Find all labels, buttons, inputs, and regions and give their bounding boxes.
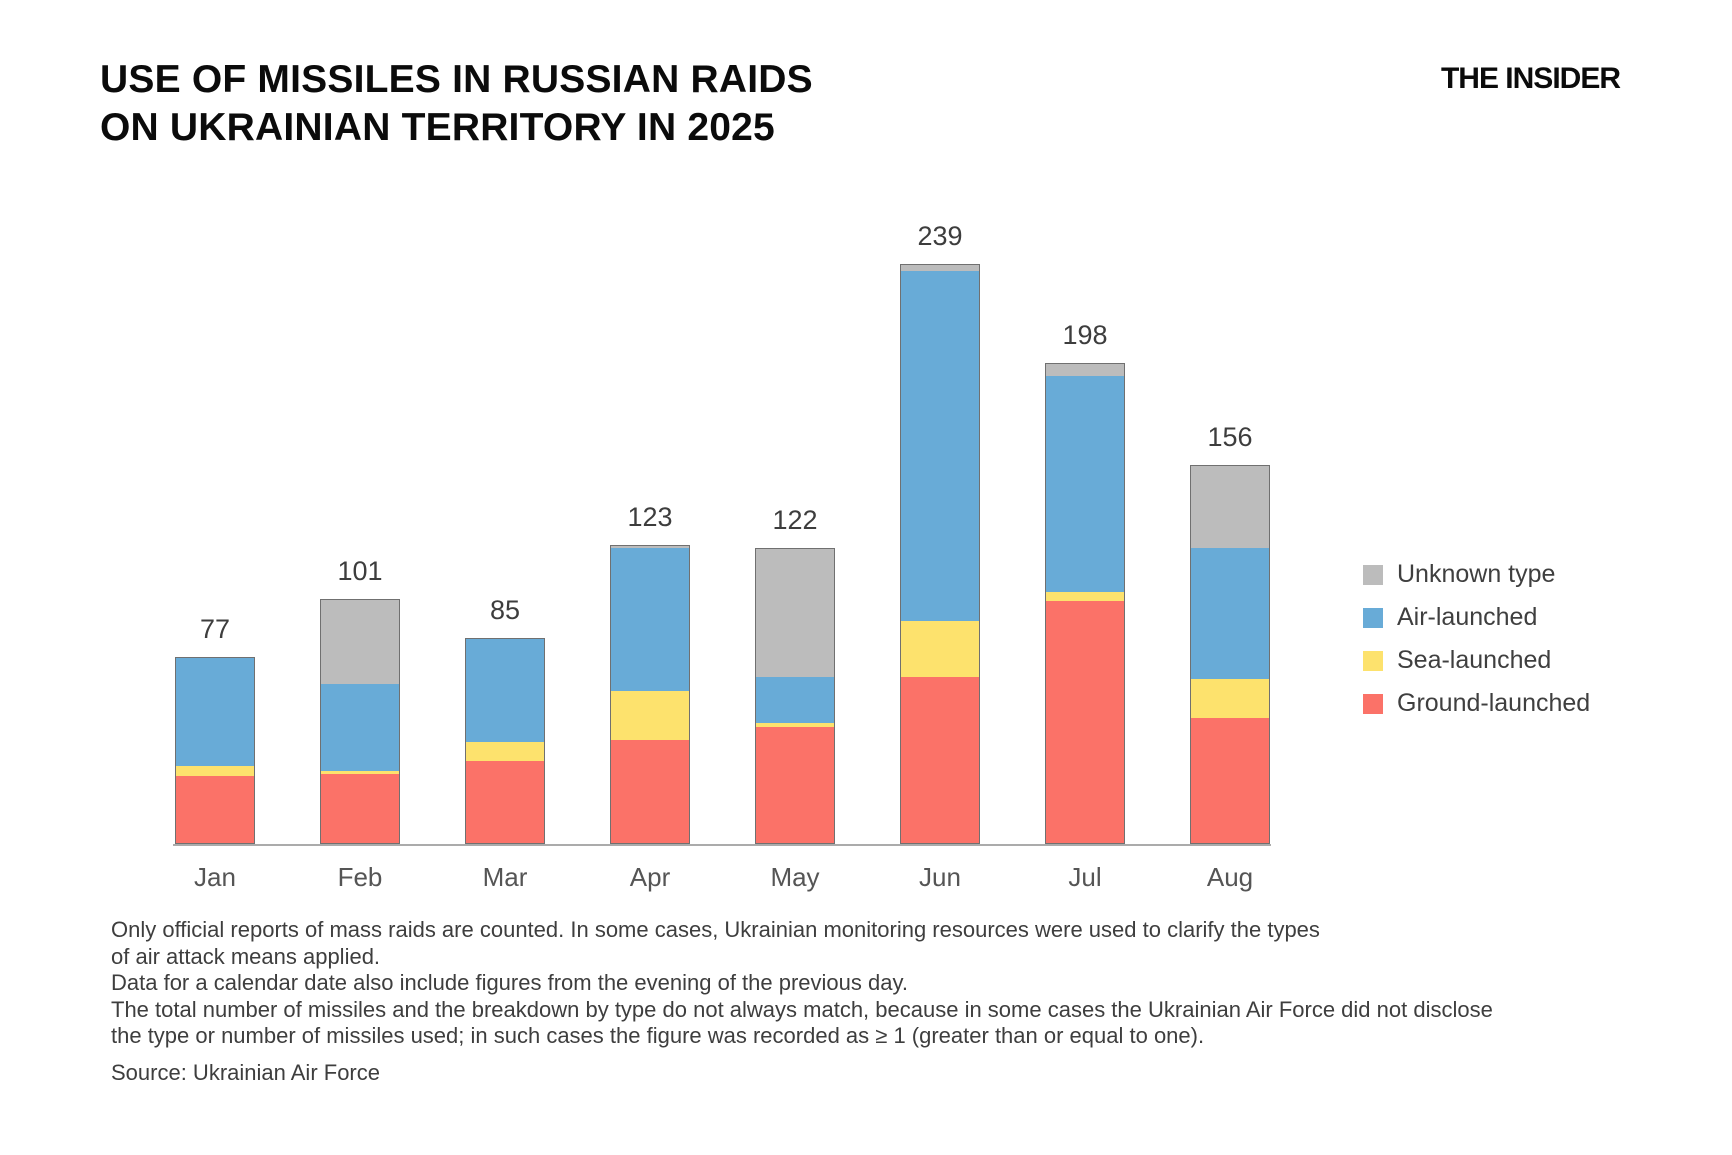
segment-sea-launched-jan [175,766,255,776]
segment-air-launched-jun [900,271,980,620]
legend-label: Sea-launched [1397,646,1552,674]
x-axis-line [173,844,1271,846]
bar-column-feb [320,184,400,892]
bar-column-mar [465,184,545,892]
segment-air-launched-aug [1190,548,1270,679]
legend-label: Ground-launched [1397,689,1591,717]
bar-column-apr [610,184,690,892]
bar-feb [320,599,400,844]
bar-aug [1190,465,1270,844]
footnote-line: Only official reports of mass raids are counted. In some cases, Ukrainian monitoring resources were used to clarify the types [111,917,1320,942]
bar-jun [900,264,980,844]
segment-ground-launched-jul [1045,601,1125,844]
chart-title [100,56,813,152]
x-tick-label-may: May [770,862,820,892]
chart-plot [175,184,1270,892]
footnote-line: of air attack means applied. [111,943,381,969]
bar-jan [175,657,255,844]
segment-sea-launched-aug [1190,679,1270,718]
segment-ground-launched-mar [465,761,545,844]
footnote-line: the type or number of missiles used; in such cases the figure was recorded as ≥ 1 (greater than or equal to one). [111,1023,1205,1048]
publisher-logo: THE INSIDER [1440,62,1620,95]
segment-sea-launched-apr [610,691,690,740]
segment-air-launched-feb [320,684,400,771]
bar-total-label-apr: 123 [627,502,673,533]
segment-unknown-type-aug [1190,465,1270,548]
legend-label: Unknown type [1397,560,1556,588]
legend-swatch-sea-launched-icon [1363,651,1383,671]
segment-air-launched-jan [175,657,255,766]
footnote-line: Data for a calendar date also include figures from the evening of the previous day. [111,970,908,995]
segment-air-launched-apr [610,548,690,691]
bar-total-label-feb: 101 [337,555,383,586]
bar-column-jul [1045,184,1125,892]
segment-sea-launched-jun [900,621,980,677]
segment-ground-launched-jun [900,677,980,844]
bar-column-jun [900,184,980,892]
segment-ground-launched-feb [320,774,400,844]
bar-column-aug [1190,184,1270,892]
bar-apr [610,545,690,844]
segment-ground-launched-apr [610,740,690,844]
x-tick-label-jul: Jul [1068,862,1102,892]
segment-ground-launched-jan [175,776,255,844]
bar-column-jan [175,184,255,892]
legend-item-sea-launched [1363,639,1590,682]
segment-ground-launched-may [755,727,835,843]
segment-unknown-type-may [755,548,835,677]
segment-sea-launched-jul [1045,592,1125,602]
bar-may [755,548,835,844]
x-tick-label-jun: Jun [919,862,961,892]
legend-item-ground-launched [1363,682,1590,725]
segment-air-launched-jul [1045,376,1125,592]
bar-total-label-jul: 198 [1062,320,1108,351]
segment-unknown-type-jun [900,264,980,271]
x-tick-label-mar: Mar [482,862,528,892]
chart-title-line1: USE OF MISSILES IN RUSSIAN RAIDS [100,58,813,101]
segment-ground-launched-aug [1190,718,1270,844]
legend-swatch-unknown-type-icon [1363,565,1383,585]
x-tick-label-jan: Jan [194,862,236,892]
segment-unknown-type-jul [1045,363,1125,375]
chart-legend [1363,553,1590,725]
bar-total-label-mar: 85 [489,594,521,625]
bar-total-label-may: 122 [772,504,818,535]
footnote-line: The total number of missiles and the breakdown by type do not always match, because in some cases the Ukrainian Air Force did not disclose [111,996,1493,1022]
source-note: Source: Ukrainian Air Force [111,1060,380,1085]
x-tick-label-apr: Apr [629,862,671,892]
legend-swatch-ground-launched-icon [1363,694,1383,714]
legend-item-unknown-type [1363,553,1590,596]
segment-unknown-type-feb [320,599,400,684]
bar-column-may [755,184,835,892]
x-tick-label-aug: Aug [1206,862,1254,892]
legend-label: Air-launched [1397,603,1538,631]
bar-jul [1045,363,1125,844]
segment-air-launched-may [755,677,835,723]
segment-air-launched-mar [465,638,545,742]
chart-title-line2: ON UKRAINIAN TERRITORY IN 2025 [100,106,775,149]
footnotes [111,917,1493,1050]
bar-total-label-aug: 156 [1207,422,1253,453]
legend-swatch-air-launched-icon [1363,608,1383,628]
bar-mar [465,638,545,844]
bar-total-label-jun: 239 [917,220,963,251]
bar-total-label-jan: 77 [199,614,231,645]
legend-item-air-launched [1363,596,1590,639]
segment-sea-launched-mar [465,742,545,761]
x-tick-label-feb: Feb [337,862,383,892]
